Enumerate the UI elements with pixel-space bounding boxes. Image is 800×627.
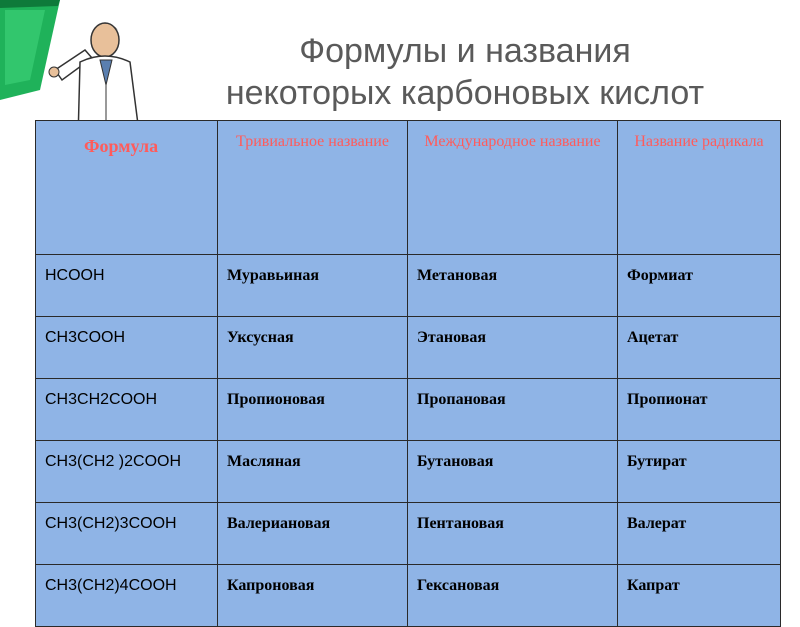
cell-formula: HCOOH xyxy=(36,255,218,317)
table-row xyxy=(36,317,781,379)
cell-formula: CH3(CH2)4COOH xyxy=(36,565,218,627)
table-row xyxy=(36,565,781,627)
cell-formula: CH3(CH2 )2COOH xyxy=(36,441,218,503)
carboxylic-acids-table xyxy=(35,120,781,627)
title-line-1: Формулы и названия xyxy=(299,32,631,70)
cell-radical: Формиат xyxy=(618,255,781,317)
cell-international: Метановая xyxy=(408,255,618,317)
cell-international: Гексановая xyxy=(408,565,618,627)
cell-formula: CH3(CH2)3COOH xyxy=(36,503,218,565)
cell-radical: Ацетат xyxy=(618,317,781,379)
cell-formula: CH3CH2COOH xyxy=(36,379,218,441)
cell-international: Этановая xyxy=(408,317,618,379)
cell-international: Бутановая xyxy=(408,441,618,503)
page-title xyxy=(150,30,780,114)
cell-radical: Пропионат xyxy=(618,379,781,441)
cell-trivial: Пропионовая xyxy=(218,379,408,441)
cell-trivial: Муравьиная xyxy=(218,255,408,317)
header-formula: Формула xyxy=(36,121,218,255)
teacher-pointing-at-board-icon xyxy=(0,0,170,140)
cell-trivial: Капроновая xyxy=(218,565,408,627)
cell-international: Пропановая xyxy=(408,379,618,441)
header-trivial-name: Тривиальное название xyxy=(218,121,408,255)
cell-radical: Валерат xyxy=(618,503,781,565)
table-row xyxy=(36,379,781,441)
cell-trivial: Масляная xyxy=(218,441,408,503)
table-row xyxy=(36,503,781,565)
cell-international: Пентановая xyxy=(408,503,618,565)
title-line-2: некоторых карбоновых кислот xyxy=(225,74,705,112)
table-header-row xyxy=(36,121,781,255)
cell-radical: Бутират xyxy=(618,441,781,503)
header-international-name: Международное название xyxy=(408,121,618,255)
cell-trivial: Уксусная xyxy=(218,317,408,379)
cell-trivial: Валериановая xyxy=(218,503,408,565)
cell-formula: CH3COOH xyxy=(36,317,218,379)
header-radical-name: Название радикала xyxy=(618,121,781,255)
table-row xyxy=(36,441,781,503)
cell-radical: Капрат xyxy=(618,565,781,627)
table-row xyxy=(36,255,781,317)
